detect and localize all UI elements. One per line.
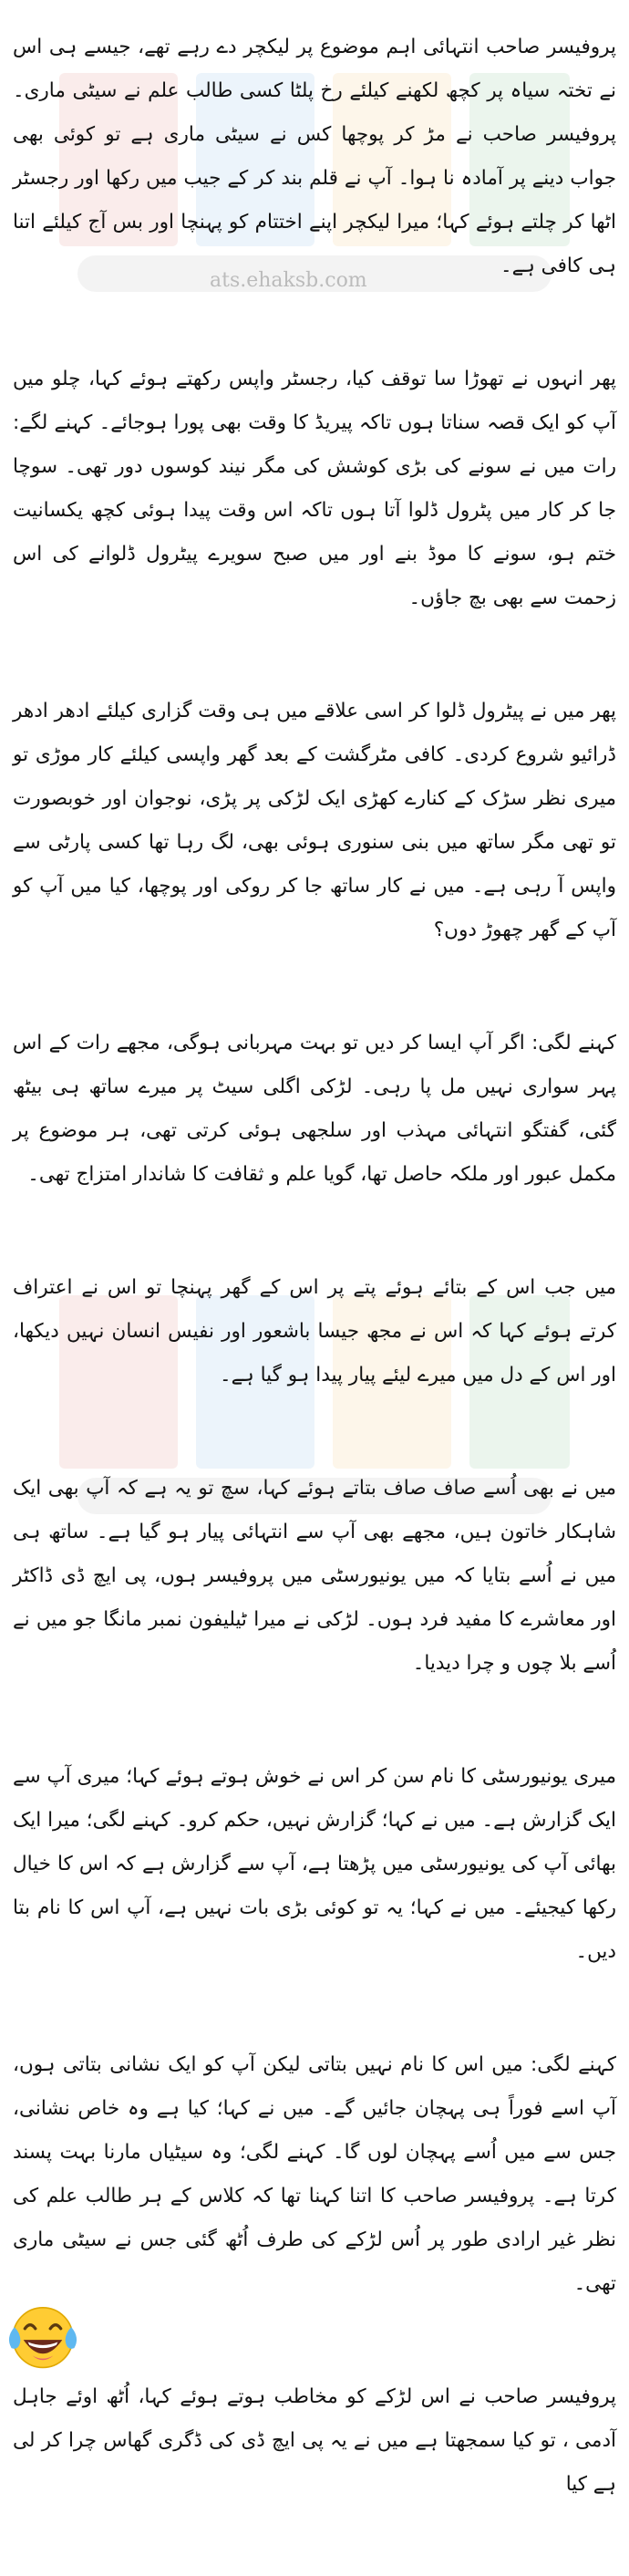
paragraph-7: میری یونیورسٹی کا نام سن کر اس نے خوش ہوتے ہوئے کہا؛ میری آپ سے ایک گزارش ہے۔ میں نے کہا؛ گزارش نہیں، حکم کرو۔ کہنے لگی؛ میرا ایک بھائی آپ کی یونیورسٹی میں پڑھتا ہے، آپ سے گزارش ہے کہ اس کا خیال رکھا کیجیئے۔ میں نے کہا؛ یہ تو کوئی بڑی بات نہیں ہے، آپ اس کا نام بتا دیں۔	[13, 1765, 616, 1963]
paragraph-9: پروفیسر صاحب نے اس لڑکے کو مخاطب ہوتے ہوئے کہا، اُٹھ اوئے جاہل آدمی ، تو کیا سمجھتا ہے میں نے یہ پی ایچ ڈی کی ڈگری گھاس چرا کر لی ہے کیا	[13, 2385, 616, 2496]
paragraph-5: میں جب اس کے بتائے ہوئے پتے پر اس کے گھر پہنچا تو اس نے اعتراف کرتے ہوئے کہا کہ اس نے مجھ جیسا باشعور اور نفیس انسان نہیں دیکھا، اور اس کے دل میں میرے لیئے پیار پیدا ہو گیا ہے۔	[13, 1276, 616, 1387]
paragraph-4: کہنے لگی: اگر آپ ایسا کر دیں تو بہت مہربانی ہوگی، مجھے رات کے اس پہر سواری نہیں مل پا رہی۔ لڑکی اگلی سیٹ پر میرے ساتھ ہی بیٹھ گئی، گفتگو انتہائی مہذب اور سلجھی ہوئی کرتی تھی، ہر موضوع پر مکمل عبور اور ملکہ حاصل تھا، گویا علم و ثقافت کا شاندار امتزاج تھی۔	[13, 1032, 616, 1186]
paragraph-8: کہنے لگی: میں اس کا نام نہیں بتاتی لیکن آپ کو ایک نشانی بتاتی ہوں، آپ اسے فوراً ہی پہچان جائیں گے۔ میں نے کہا؛ کیا ہے وہ خاص نشانی، جس سے میں اُسے پہچان لوں گا۔ کہنے لگی؛ وہ سیٹیاں مارنا بہت پسند کرتا ہے۔ پروفیسر صاحب کا اتنا کہنا تھا کہ کلاس کے ہر طالب علم کی نظر غیر ارادی طور پر اُس لڑکے کی طرف اُٹھ گئی جس نے سیٹی ماری تھی۔	[13, 2053, 616, 2295]
paragraph-3: پھر میں نے پیٹرول ڈلوا کر اسی علاقے میں ہی وقت گزاری کیلئے ادھر ادھر ڈرائیو شروع کردی۔ کافی مٹرگشت کے بعد گھر واپسی کیلئے کار موڑی تو میری نظر سڑک کے کنارے کھڑی ایک لڑکی پر پڑی، نوجوان اور خوبصورت تو تھی مگر ساتھ میں بنی سنوری ہوئی بھی، لگ رہا تھا کسی پارٹی سے واپس آ رہی ہے۔ میں نے کار ساتھ جا کر روکی اور پوچھا، کیا میں آپ کو آپ کے گھر چھوڑ دوں؟	[13, 700, 616, 941]
paragraph-6: میں نے بھی اُسے صاف صاف بتاتے ہوئے کہا، سچ تو یہ ہے کہ آپ بھی ایک شاہکار خاتون ہیں، مجھے بھی آپ سے انتہائی پیار ہو گیا ہے۔ ساتھ ہی میں نے اُسے بتایا کہ میں یونیورسٹی میں پروفیسر ہوں، پی ایچ ڈی ڈاکٹر اور معاشرے کا مفید فرد ہوں۔ لڑکی نے میرا ٹیلیفون نمبر مانگا جو میں نے اُسے بلا چوں و چرا دیدیا۔	[13, 1477, 616, 1675]
laughing-emoji-icon	[5, 2299, 80, 2373]
paragraph-1: پروفیسر صاحب انتہائی اہم موضوع پر لیکچر دے رہے تھے، جیسے ہی اس نے تختہ سیاہ پر کچھ لکھنے کیلئے رخ پلٹا کسی طالب علم نے سیٹی ماری۔ پروفیسر صاحب نے مڑ کر پوچھا کس نے سیٹی ماری ہے تو کوئی بھی جواب دینے پر آمادہ نا ہوا۔ آپ نے قلم بند کر کے جیب میں رکھا اور رجسٹر اٹھا کر چلتے ہوئے کہا؛ میرا لیکچر اپنے اختتام کو پہنچا اور بس آج کیلئے اتنا ہی کافی ہے۔	[13, 36, 616, 277]
watermark-text: ats.ehaksb.com	[210, 269, 367, 292]
article-body	[13, 26, 616, 2576]
paragraph-2: پھر انہوں نے تھوڑا سا توقف کیا، رجسٹر واپس رکھتے ہوئے کہا، چلو میں آپ کو ایک قصہ سناتا ہوں تاکہ پیریڈ کا وقت بھی پورا ہوجائے۔ کہنے لگے: رات میں نے سونے کی بڑی کوشش کی مگر نیند کوسوں دور تھی۔ سوچا جا کر کار میں پٹرول ڈلوا آتا ہوں تاکہ اس وقت پیدا ہوئی کچھ یکسانیت ختم ہو، سونے کا موڈ بنے اور میں صبح سویرے پیٹرول ڈلوانے کی اس زحمت سے بھی بچ جاؤں۔	[13, 368, 616, 609]
